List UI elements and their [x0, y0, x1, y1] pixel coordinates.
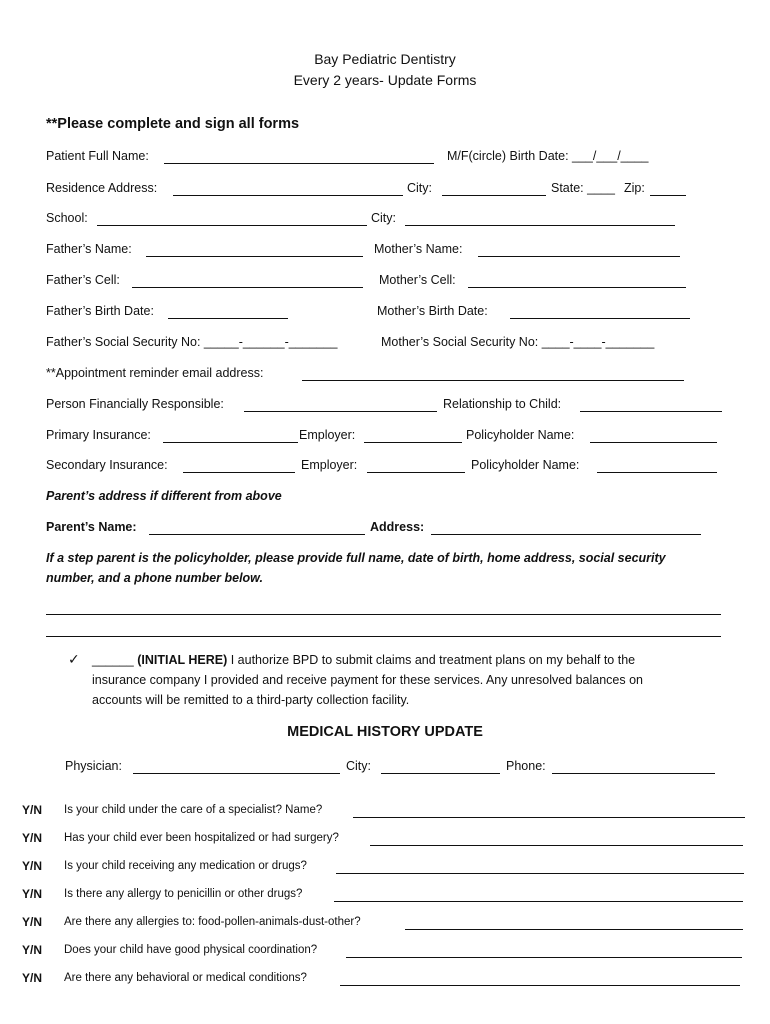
parent-address-heading: Parent’s address if different from above [46, 489, 282, 503]
medical-answer-field[interactable] [370, 845, 743, 846]
school-field[interactable] [97, 225, 367, 226]
medical-answer-field[interactable] [340, 985, 740, 986]
medical-question: Is your child receiving any medication or drugs? [64, 860, 307, 872]
parent-address-label: Address: [370, 520, 425, 534]
father-cell-field[interactable] [132, 287, 363, 288]
medical-question: Has your child ever been hospitalized or had surgery? [64, 832, 339, 844]
mother-name-label: Mother’s Name: [374, 242, 463, 256]
medical-answer-field[interactable] [405, 929, 743, 930]
yn-toggle[interactable]: Y/N [22, 803, 43, 817]
parent-address-field[interactable] [431, 534, 701, 535]
residence-label: Residence Address: [46, 181, 158, 195]
state-label: State: ____ [551, 181, 615, 195]
authorization-text-1: I authorize BPD to submit claims and treatment plans on my behalf to the [230, 653, 636, 667]
physician-city-label: City: [346, 759, 371, 773]
check-icon: ✓ [68, 651, 80, 667]
father-name-label: Father’s Name: [46, 242, 132, 256]
step-parent-line-1[interactable] [46, 614, 721, 615]
policyholder-field[interactable] [590, 442, 717, 443]
email-label: **Appointment reminder email address: [46, 366, 264, 380]
yn-toggle[interactable]: Y/N [22, 915, 43, 929]
relationship-field[interactable] [580, 411, 722, 412]
zip-label: Zip: [624, 181, 645, 195]
policyholder-label: Policyholder Name: [466, 428, 575, 442]
responsible-label: Person Financially Responsible: [46, 397, 224, 411]
mother-ssn-label: Mother’s Social Security No: ____-____-_______ [381, 335, 655, 349]
secondary-insurance-field[interactable] [183, 472, 295, 473]
employer-label: Employer: [299, 428, 356, 442]
residence-field[interactable] [173, 195, 403, 196]
medical-question: Are there any allergies to: food-pollen-animals-dust-other? [64, 916, 361, 928]
medical-question: Is your child under the care of a specialist? Name? [64, 804, 323, 816]
patient-name-field[interactable] [164, 163, 434, 164]
medical-history-heading: MEDICAL HISTORY UPDATE [287, 724, 483, 740]
physician-city-field[interactable] [381, 773, 500, 774]
secondary-insurance-label: Secondary Insurance: [46, 458, 168, 472]
step-parent-line-2[interactable] [46, 636, 721, 637]
form-subtitle: Every 2 years- Update Forms [293, 72, 477, 88]
policyholder2-label: Policyholder Name: [471, 458, 580, 472]
practice-name: Bay Pediatric Dentistry [314, 51, 456, 67]
medical-question: Are there any behavioral or medical conditions? [64, 972, 307, 984]
primary-insurance-field[interactable] [163, 442, 298, 443]
yn-toggle[interactable]: Y/N [22, 831, 43, 845]
school-label: School: [46, 211, 88, 225]
email-field[interactable] [302, 380, 684, 381]
yn-toggle[interactable]: Y/N [22, 859, 43, 873]
parent-name-field[interactable] [149, 534, 365, 535]
initial-here-label: (INITIAL HERE) [137, 653, 228, 667]
patient-name-label: Patient Full Name: [46, 149, 149, 163]
relationship-label: Relationship to Child: [443, 397, 562, 411]
medical-question: Is there any allergy to penicillin or other drugs? [64, 888, 303, 900]
city-label: City: [407, 181, 432, 195]
primary-insurance-label: Primary Insurance: [46, 428, 151, 442]
authorization-line3: accounts will be remitted to a third-party collection facility. [92, 693, 410, 707]
instruction-heading: **Please complete and sign all forms [46, 116, 300, 132]
employer2-label: Employer: [301, 458, 358, 472]
employer-field[interactable] [364, 442, 462, 443]
medical-answer-field[interactable] [336, 873, 744, 874]
physician-phone-label: Phone: [506, 759, 546, 773]
mother-name-field[interactable] [478, 256, 680, 257]
medical-question: Does your child have good physical coordination? [64, 944, 318, 956]
father-birth-label: Father’s Birth Date: [46, 304, 154, 318]
physician-field[interactable] [133, 773, 340, 774]
father-cell-label: Father’s Cell: [46, 273, 120, 287]
responsible-field[interactable] [244, 411, 437, 412]
sex-birthdate-label: M/F(circle) Birth Date: ___/___/____ [447, 149, 649, 163]
authorization-line1 [92, 654, 635, 667]
medical-answer-field[interactable] [353, 817, 745, 818]
city-field[interactable] [442, 195, 546, 196]
mother-cell-label: Mother’s Cell: [379, 273, 456, 287]
medical-answer-field[interactable] [334, 901, 743, 902]
father-ssn-label: Father’s Social Security No: _____-______-_______ [46, 335, 338, 349]
policyholder2-field[interactable] [597, 472, 717, 473]
yn-toggle[interactable]: Y/N [22, 971, 43, 985]
father-birth-field[interactable] [168, 318, 288, 319]
school-city-field[interactable] [405, 225, 675, 226]
physician-label: Physician: [65, 759, 122, 773]
yn-toggle[interactable]: Y/N [22, 943, 43, 957]
school-city-label: City: [371, 211, 396, 225]
zip-field[interactable] [650, 195, 686, 196]
employer2-field[interactable] [367, 472, 465, 473]
mother-birth-label: Mother’s Birth Date: [377, 304, 488, 318]
authorization-line2: insurance company I provided and receive payment for these services. Any unresolved balances on [92, 673, 644, 687]
physician-phone-field[interactable] [552, 773, 715, 774]
initial-blank[interactable]: ______ [92, 653, 134, 667]
mother-cell-field[interactable] [468, 287, 686, 288]
parent-name-label: Parent’s Name: [46, 520, 137, 534]
father-name-field[interactable] [146, 256, 363, 257]
mother-birth-field[interactable] [510, 318, 690, 319]
step-parent-note-line2: number, and a phone number below. [46, 571, 263, 585]
yn-toggle[interactable]: Y/N [22, 887, 43, 901]
step-parent-note-line1: If a step parent is the policyholder, please provide full name, date of birth, home address, social security [46, 551, 666, 565]
medical-answer-field[interactable] [346, 957, 742, 958]
